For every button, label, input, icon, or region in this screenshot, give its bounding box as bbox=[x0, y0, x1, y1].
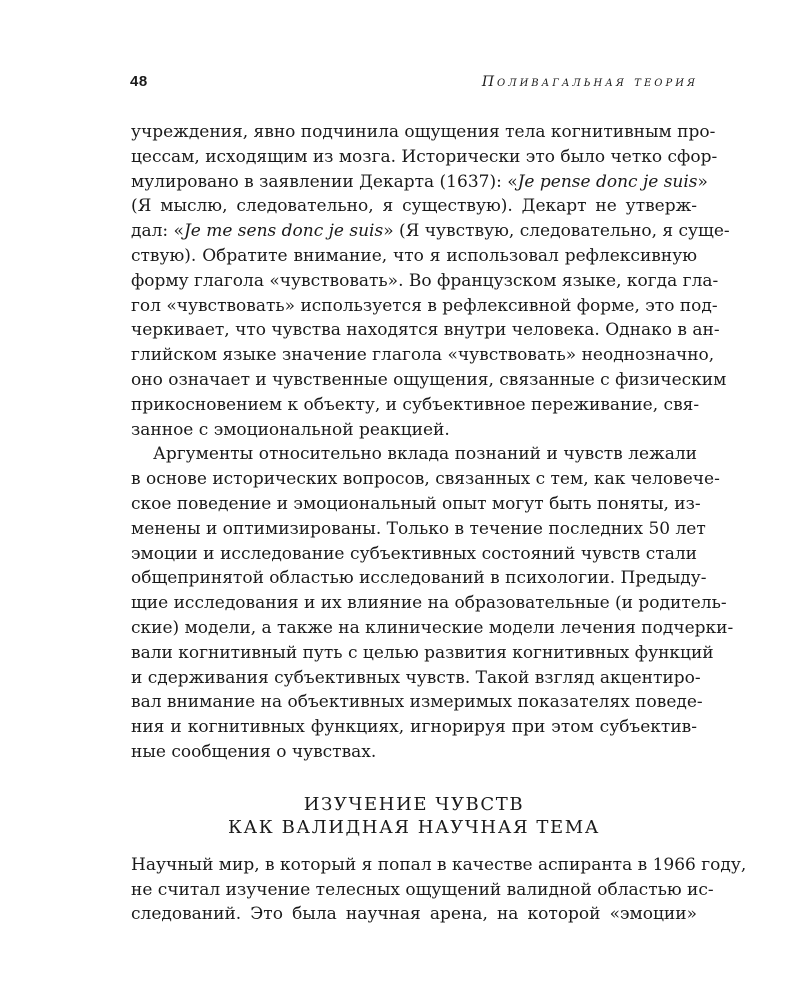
page-number: 48 bbox=[130, 73, 148, 90]
text-line: вал внимание на объективных измеримых показателях поведе- bbox=[131, 692, 703, 713]
text-line: менены и оптимизированы. Только в течение последних 50 лет bbox=[131, 518, 706, 539]
paragraph bbox=[131, 120, 730, 442]
text-fragment: мулировано в заявлении Декарта (1637): « bbox=[131, 171, 518, 192]
section-heading-line: ИЗУЧЕНИЕ ЧУВСТВ bbox=[303, 793, 525, 815]
text-fragment: » (Я чувствую, следовательно, я суще- bbox=[383, 221, 730, 242]
text-line: ния и когнитивных функциях, игнорируя при этом субъектив- bbox=[131, 717, 697, 738]
text-line: ные сообщения о чувствах. bbox=[131, 741, 377, 762]
text-line: черкивает, что чувства находятся внутри человека. Однако в ан- bbox=[131, 320, 720, 341]
text-line: ское поведение и эмоциональный опыт могут быть поняты, из- bbox=[131, 493, 701, 514]
text-line: общепринятой областью исследований в психологии. Предыду- bbox=[131, 568, 707, 589]
text-line: Аргументы относительно вклада познаний и чувств лежали bbox=[153, 444, 697, 465]
text-line: следований. Это была научная арена, на которой «эмоции» bbox=[131, 904, 697, 925]
text-line: Научный мир, в который я попал в качестве аспиранта в 1966 году, bbox=[131, 854, 747, 875]
text-line: ствую). Обратите внимание, что я использовал рефлексивную bbox=[131, 245, 697, 266]
text-line: ские) модели, а также на клинические модели лечения подчерки- bbox=[131, 617, 734, 638]
text-line: оно означает и чувственные ощущения, связанные с физическим bbox=[131, 369, 727, 390]
text-line: учреждения, явно подчинила ощущения тела когнитивным про- bbox=[131, 122, 716, 142]
section-heading bbox=[131, 793, 697, 839]
text-line: занное с эмоциональной реакцией. bbox=[131, 419, 450, 440]
text-line bbox=[131, 219, 730, 244]
text-line: (Я мыслю, следовательно, я существую). Декарт не утверж- bbox=[131, 196, 697, 217]
quote-italic: Je pense donc je suis bbox=[517, 171, 698, 192]
text-line: гол «чувствовать» используется в рефлексивной форме, это под- bbox=[131, 295, 718, 316]
text-fragment: дал: « bbox=[131, 221, 184, 242]
text-line: прикосновением к объекту, и субъективное переживание, свя- bbox=[131, 394, 700, 415]
text-line: эмоции и исследование субъективных состояний чувств стали bbox=[131, 543, 697, 564]
text-line: цессам, исходящим из мозга. Исторически это было четко сфор- bbox=[131, 146, 718, 167]
section-heading-line: КАК ВАЛИДНАЯ НАУЧНАЯ ТЕМА bbox=[227, 816, 601, 838]
text-line: щие исследования и их влияние на образовательные (и родитель- bbox=[131, 593, 727, 614]
text-line: и сдерживания субъективных чувств. Такой взгляд акцентиро- bbox=[131, 667, 701, 688]
text-fragment: » bbox=[697, 171, 708, 192]
body-text bbox=[131, 120, 747, 927]
running-head: Поливагальная теория bbox=[481, 74, 698, 90]
text-line bbox=[131, 170, 708, 195]
text-line: форму глагола «чувствовать». Во французском языке, когда гла- bbox=[131, 270, 719, 291]
text-line: в основе исторических вопросов, связанных с тем, как человече- bbox=[131, 469, 720, 490]
text-line: не считал изучение телесных ощущений валидной областью ис- bbox=[131, 879, 714, 900]
paragraph bbox=[131, 853, 747, 927]
paragraph bbox=[131, 442, 734, 764]
text-line: вали когнитивный путь с целью развития когнитивных функций bbox=[131, 642, 714, 663]
quote-italic: Je me sens donc je suis bbox=[183, 221, 384, 242]
text-line: глийском языке значение глагола «чувствовать» неоднозначно, bbox=[131, 345, 715, 366]
